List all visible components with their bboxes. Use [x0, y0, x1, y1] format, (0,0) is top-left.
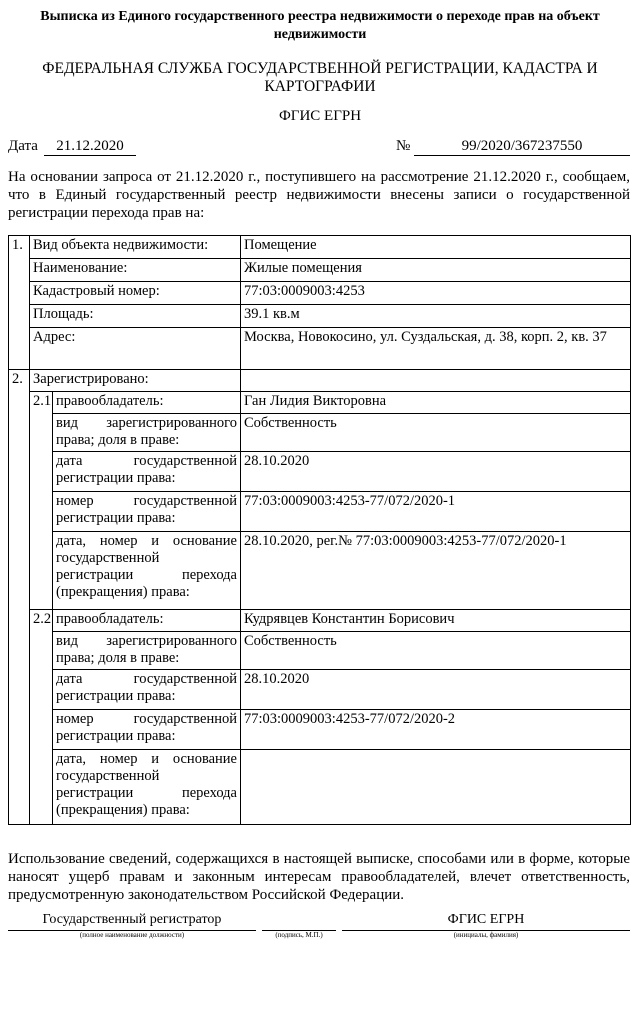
- owner-label: правообладатель:: [53, 392, 241, 414]
- table-row: [9, 282, 631, 305]
- row-value: 77:03:0009003:4253-77/072/2020-1: [241, 492, 631, 532]
- table-row: [9, 610, 631, 632]
- owner-label: правообладатель:: [53, 610, 241, 632]
- row-label: дата, номер и основание государственной регистрации перехода (прекращения) права:: [53, 750, 241, 825]
- owner-value: Ган Лидия Викторовна: [241, 392, 631, 414]
- row-label: Кадастровый номер:: [30, 282, 241, 305]
- outro-paragraph: Использование сведений, содержащихся в настоящей выписке, способами или в форме, которые наносят ущерб правам и законным интересам правообладателей, влечет ответственность, предусмотренную законодательством Российской Федерации.: [8, 851, 630, 903]
- table-row: [9, 259, 631, 282]
- row-label: дата, номер и основание государственной регистрации перехода (прекращения) права:: [53, 532, 241, 610]
- number-label: №: [396, 138, 411, 154]
- holder-number: 2.2: [30, 610, 53, 825]
- signature-line: [262, 912, 336, 931]
- row-label: Зарегистрировано:: [30, 370, 241, 392]
- number-value: 99/2020/367237550: [414, 138, 630, 156]
- intro-paragraph: На основании запроса от 21.12.2020 г., поступившего на рассмотрение 21.12.2020 г., сообщаем, что в Единый государственный реестр недвижимости внесены записи о государственной регистрации перехода прав на:: [8, 169, 630, 221]
- table-row: [9, 670, 631, 710]
- name-caption: (инициалы, фамилия): [453, 931, 519, 939]
- table-row: [9, 452, 631, 492]
- table-row: [9, 392, 631, 414]
- agency-name: ФЕДЕРАЛЬНАЯ СЛУЖБА ГОСУДАРСТВЕННОЙ РЕГИСТРАЦИИ, КАДАСТРА И КАРТОГРАФИИ: [42, 60, 598, 95]
- row-label: Вид объекта недвижимости:: [30, 236, 241, 259]
- table-row: [9, 236, 631, 259]
- row-value: 28.10.2020: [241, 670, 631, 710]
- holder-number: 2.1: [30, 392, 53, 610]
- table-row: [9, 710, 631, 750]
- row-value: Собственность: [241, 414, 631, 452]
- table-row: [9, 750, 631, 825]
- row-label: Наименование:: [30, 259, 241, 282]
- table-row: [9, 305, 631, 328]
- row-value: Помещение: [241, 236, 631, 259]
- date-label: Дата: [8, 138, 38, 154]
- table-row: [9, 328, 631, 370]
- table-row: [9, 492, 631, 532]
- row-value: Собственность: [241, 632, 631, 670]
- row-value: Жилые помещения: [241, 259, 631, 282]
- date-value: 21.12.2020: [44, 138, 136, 156]
- row-value: Москва, Новокосино, ул. Суздальская, д. 38, корп. 2, кв. 37: [241, 328, 631, 370]
- registrar-position: Государственный регистратор: [8, 912, 256, 931]
- table-row: [9, 632, 631, 670]
- system-name: ФГИС ЕГРН: [278, 108, 362, 124]
- row-label: вид зарегистрированного права; доля в праве:: [53, 414, 241, 452]
- row-label: номер государственной регистрации права:: [53, 492, 241, 532]
- registrar-name: ФГИС ЕГРН: [342, 912, 630, 931]
- table-row: [9, 414, 631, 452]
- records-table: [8, 235, 631, 825]
- row-value: 77:03:0009003:4253: [241, 282, 631, 305]
- row-label: Адрес:: [30, 328, 241, 370]
- section-number: 2.: [9, 370, 30, 825]
- signature-caption: (подпись, М.П.): [275, 931, 323, 939]
- row-value: 28.10.2020: [241, 452, 631, 492]
- row-value: [241, 750, 631, 825]
- table-row: [9, 370, 631, 392]
- row-value: 28.10.2020, рег.№ 77:03:0009003:4253-77/072/2020-1: [241, 532, 631, 610]
- row-label: дата государственной регистрации права:: [53, 670, 241, 710]
- section-number: 1.: [9, 236, 30, 370]
- row-value: [241, 370, 631, 392]
- row-label: дата государственной регистрации права:: [53, 452, 241, 492]
- position-caption: (полное наименование должности): [79, 931, 185, 939]
- row-value: 77:03:0009003:4253-77/072/2020-2: [241, 710, 631, 750]
- owner-value: Кудрявцев Константин Борисович: [241, 610, 631, 632]
- table-row: [9, 532, 631, 610]
- row-label: вид зарегистрированного права; доля в праве:: [53, 632, 241, 670]
- row-value: 39.1 кв.м: [241, 305, 631, 328]
- row-label: Площадь:: [30, 305, 241, 328]
- row-label: номер государственной регистрации права:: [53, 710, 241, 750]
- document-title: Выписка из Единого государственного реестра недвижимости о переходе прав на объект недвижимости: [40, 9, 600, 42]
